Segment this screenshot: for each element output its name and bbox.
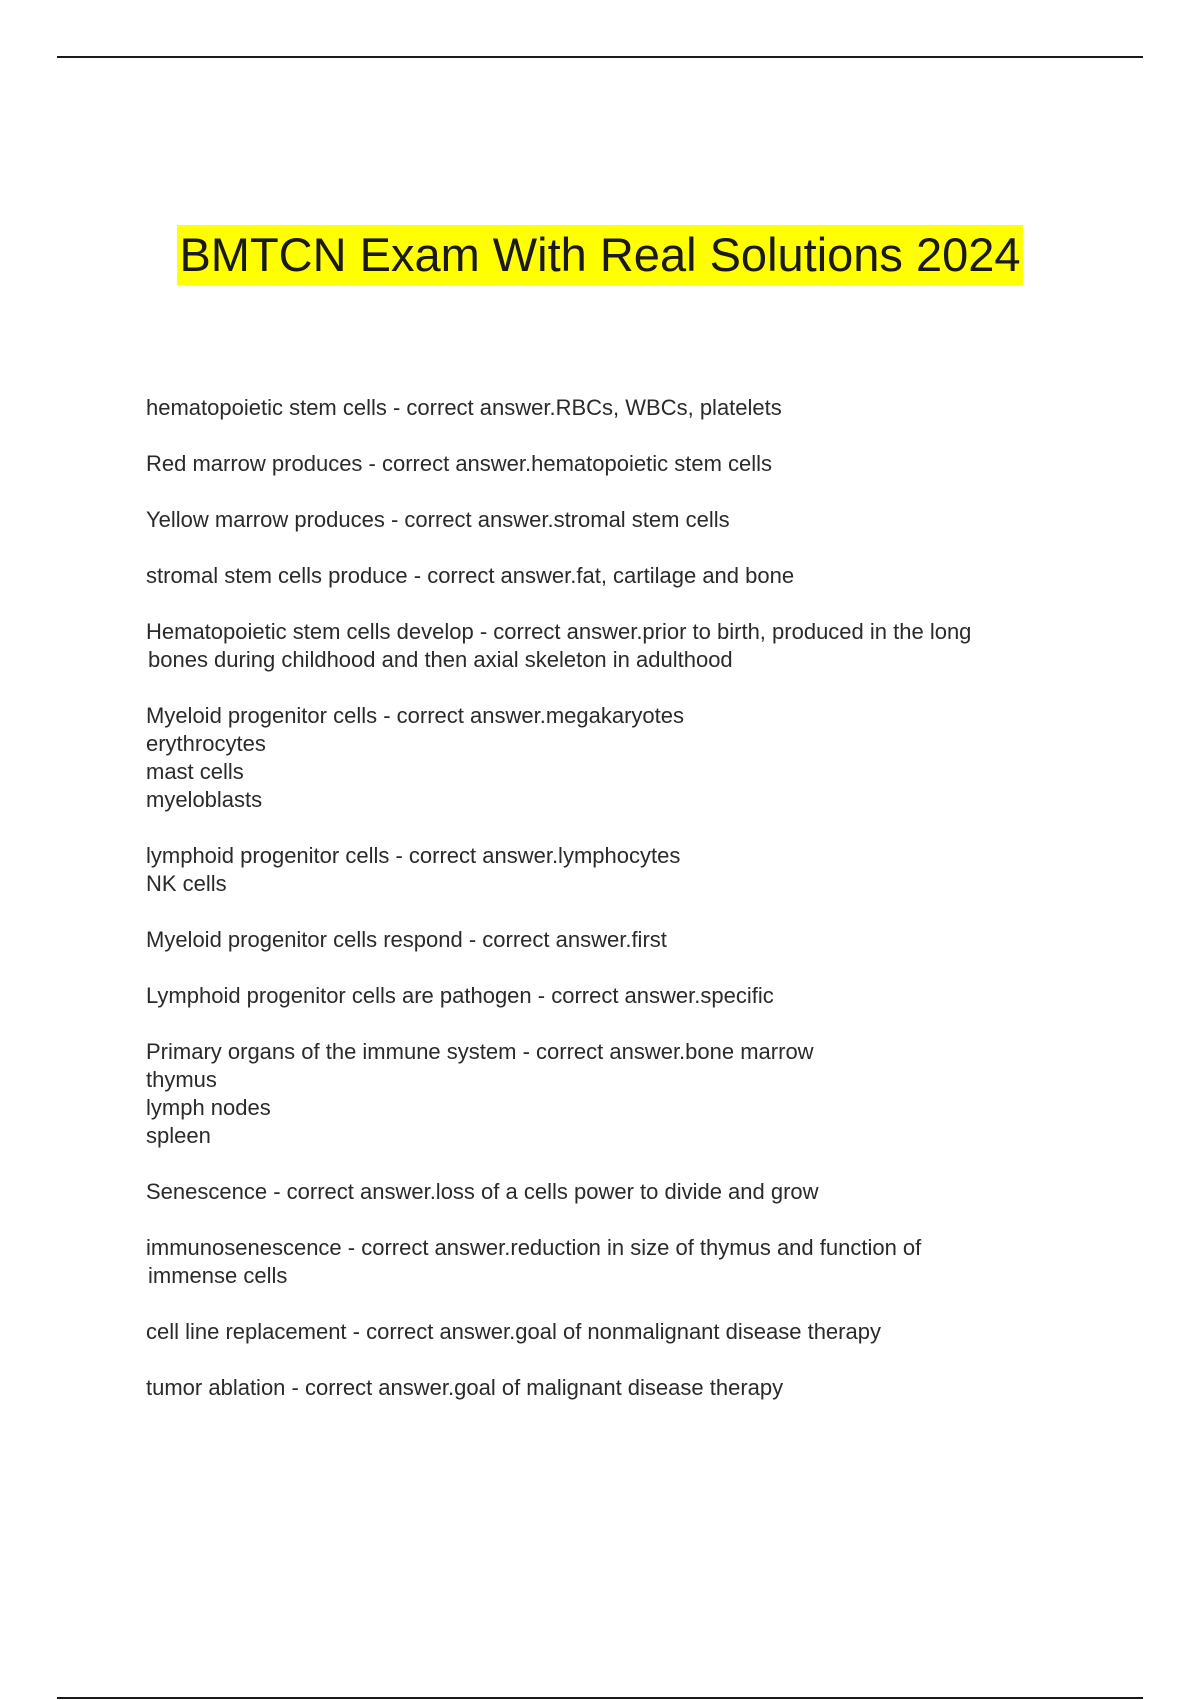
qa-line-continued: spleen — [146, 1123, 211, 1148]
qa-entry — [146, 1374, 1066, 1402]
qa-entry — [146, 450, 1066, 478]
qa-line-continued: immense cells — [148, 1263, 288, 1288]
qa-line-primary: immunosenescence - correct answer.reduction in size of thymus and function of — [146, 1235, 922, 1260]
qa-line-primary: Hematopoietic stem cells develop - correct answer.prior to birth, produced in the long — [146, 619, 972, 644]
qa-line-primary: tumor ablation - correct answer.goal of malignant disease therapy — [146, 1375, 784, 1400]
qa-line-primary: cell line replacement - correct answer.goal of nonmalignant disease therapy — [146, 1319, 881, 1344]
qa-entry — [146, 1038, 1066, 1150]
qa-list — [146, 394, 1066, 1430]
qa-line-continued: erythrocytes — [146, 731, 266, 756]
qa-line-continued: mast cells — [146, 759, 244, 784]
qa-line-primary: Yellow marrow produces - correct answer.stromal stem cells — [146, 507, 730, 532]
title-container — [0, 225, 1200, 285]
qa-entry — [146, 562, 1066, 590]
qa-line-continued: thymus — [146, 1067, 217, 1092]
top-divider — [57, 56, 1143, 58]
qa-line-continued: lymph nodes — [146, 1095, 271, 1120]
qa-entry — [146, 842, 1066, 898]
qa-entry — [146, 926, 1066, 954]
qa-entry — [146, 618, 1066, 674]
qa-line-continued: myeloblasts — [146, 787, 263, 812]
document-title: BMTCN Exam With Real Solutions 2024 — [177, 225, 1022, 285]
qa-line-primary: Senescence - correct answer.loss of a cells power to divide and grow — [146, 1179, 819, 1204]
qa-line-primary: Lymphoid progenitor cells are pathogen - correct answer.specific — [146, 983, 774, 1008]
qa-entry — [146, 982, 1066, 1010]
bottom-divider — [57, 1697, 1143, 1699]
qa-entry — [146, 1234, 1066, 1290]
qa-line-primary: hematopoietic stem cells - correct answer.RBCs, WBCs, platelets — [146, 395, 782, 420]
qa-line-primary: Myeloid progenitor cells respond - correct answer.first — [146, 927, 667, 952]
qa-entry — [146, 1318, 1066, 1346]
qa-line-continued: NK cells — [146, 871, 227, 896]
qa-line-primary: Primary organs of the immune system - correct answer.bone marrow — [146, 1039, 814, 1064]
qa-line-primary: lymphoid progenitor cells - correct answer.lymphocytes — [146, 843, 681, 868]
qa-entry — [146, 394, 1066, 422]
qa-line-primary: stromal stem cells produce - correct answer.fat, cartilage and bone — [146, 563, 795, 588]
qa-line-continued: bones during childhood and then axial skeleton in adulthood — [148, 647, 733, 672]
qa-line-primary: Myeloid progenitor cells - correct answer.megakaryotes — [146, 703, 685, 728]
qa-entry — [146, 1178, 1066, 1206]
qa-line-primary: Red marrow produces - correct answer.hematopoietic stem cells — [146, 451, 773, 476]
qa-entry — [146, 506, 1066, 534]
qa-entry — [146, 702, 1066, 814]
